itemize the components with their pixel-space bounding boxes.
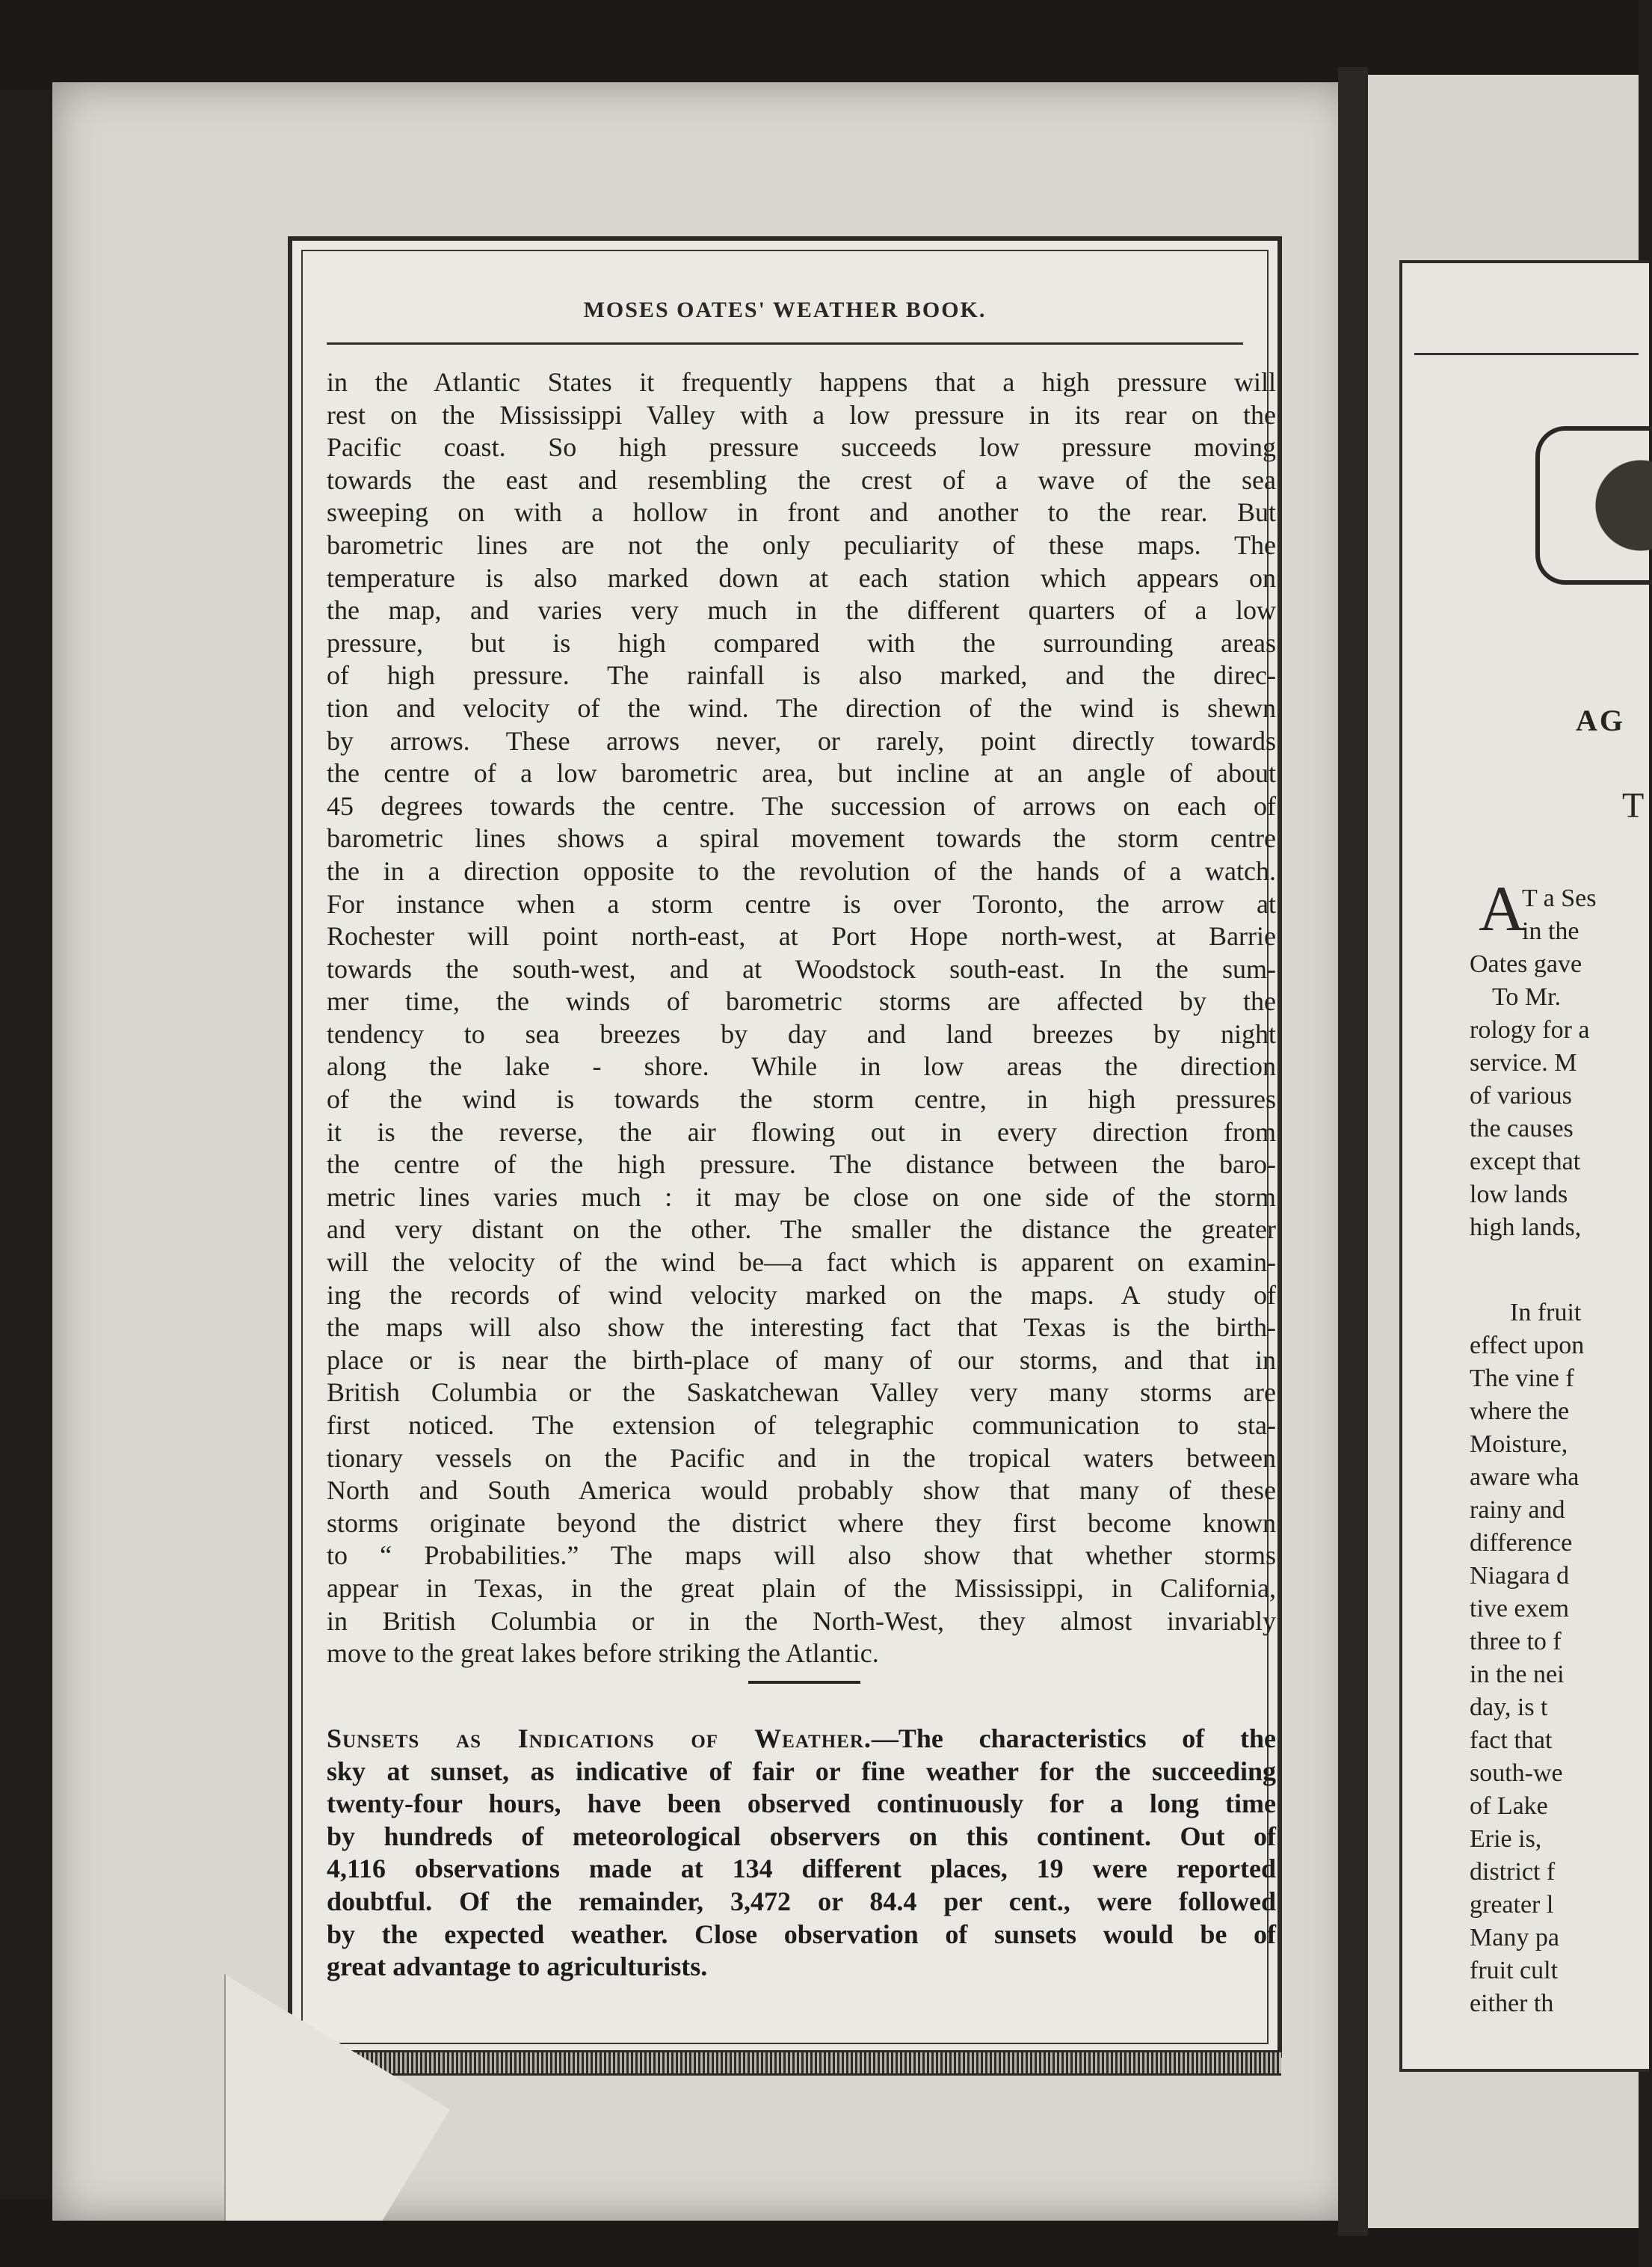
right-page-line: Oates gave	[1470, 950, 1582, 978]
right-page-line: where the	[1470, 1397, 1570, 1425]
body-line: For instance when a storm centre is over Toronto, the arrow at	[327, 888, 1276, 919]
body-line: tendency to sea breezes by day and land breezes by night	[327, 1018, 1276, 1049]
right-page-line: except that	[1470, 1148, 1581, 1175]
body-line: temperature is also marked down at each station which appears on	[327, 562, 1276, 593]
right-page-line: The vine f	[1470, 1365, 1574, 1392]
right-page-line: fruit cult	[1470, 1957, 1559, 1984]
body-line: the centre of a low barometric area, but incline at an angle of about	[327, 758, 1276, 789]
body-line: Pacific coast. So high pressure succeeds low pressure moving	[327, 432, 1276, 463]
right-page-title-letter: T	[1622, 786, 1645, 825]
book-gutter	[1338, 67, 1368, 2236]
body-line: the in a direction opposite to the revolution of the hands of a watch.	[327, 855, 1276, 886]
sunsets-first-line	[327, 1723, 1276, 1756]
sunsets-line: doubtful. Of the remainder, 3,472 or 84.4 per cent., were followed	[327, 1886, 1276, 1916]
sunsets-first-line-text: —The characteristics of the	[871, 1723, 1276, 1753]
body-line: the centre of the high pressure. The distance between the baro-	[327, 1149, 1276, 1180]
right-page-line: the causes	[1470, 1115, 1574, 1142]
body-line: Rochester will point north-east, at Port Hope north-west, at Barrie	[327, 921, 1276, 952]
right-page-line: Moisture,	[1470, 1430, 1568, 1458]
right-page-line: in the nei	[1470, 1661, 1565, 1688]
sunsets-paragraph	[327, 1723, 1276, 1984]
body-line: mer time, the winds of barometric storms are affected by the	[327, 986, 1276, 1017]
body-text	[327, 366, 1276, 1670]
body-line: in the Atlantic States it frequently happens that a high pressure will	[327, 367, 1276, 397]
body-line: of high pressure. The rainfall is also marked, and the direc-	[327, 660, 1276, 691]
right-page-line: rainy and	[1470, 1496, 1565, 1524]
body-line: barometric lines are not the only peculiarity of these maps. The	[327, 529, 1276, 560]
body-line: appear in Texas, in the great plain of the Mississippi, in California,	[327, 1572, 1276, 1603]
body-line: towards the east and resembling the crest of a wave of the sea	[327, 464, 1276, 495]
body-line: metric lines varies much : it may be close on one side of the storm	[327, 1181, 1276, 1212]
body-line: pressure, but is high compared with the surrounding areas	[327, 627, 1276, 658]
right-page-line: day, is t	[1470, 1694, 1548, 1721]
right-page-line: in the	[1522, 917, 1579, 945]
body-line: North and South America would probably show that many of these	[327, 1475, 1276, 1506]
right-page-line: fact that	[1470, 1726, 1553, 1754]
right-page-line: Erie is,	[1470, 1825, 1542, 1853]
right-page-line: aware wha	[1470, 1463, 1579, 1491]
right-page-line: To Mr.	[1492, 983, 1562, 1011]
sunsets-line: 4,116 observations made at 134 different places, 19 were reported	[327, 1854, 1276, 1884]
right-page-line: Many pa	[1470, 1924, 1559, 1951]
body-line: 45 degrees towards the centre. The succession of arrows on each of	[327, 790, 1276, 821]
body-line: place or is near the birth-place of many of our storms, and that in	[327, 1344, 1276, 1375]
text-panel	[288, 236, 1282, 2058]
body-line: the map, and varies very much in the different quarters of a low	[327, 595, 1276, 626]
body-line: the maps will also show the interesting fact that Texas is the birth-	[327, 1312, 1276, 1343]
right-page-line: three to f	[1470, 1628, 1562, 1655]
right-page-line: high lands,	[1470, 1214, 1582, 1241]
right-page-line: of Lake	[1470, 1792, 1548, 1820]
body-line: move to the great lakes before striking the Atlantic.	[327, 1638, 879, 1669]
sunsets-line: twenty-four hours, have been observed continuously for a long time	[327, 1788, 1276, 1819]
sunsets-heading: Sunsets as Indications of Weather.	[327, 1723, 872, 1753]
body-line: along the lake - shore. While in low areas the direction	[327, 1051, 1276, 1082]
right-page-line: difference	[1470, 1529, 1573, 1557]
right-page-line: service. M	[1470, 1049, 1577, 1077]
body-line: and very distant on the other. The smaller the distance the greater	[327, 1214, 1276, 1245]
body-line: it is the reverse, the air flowing out in every direction from	[327, 1116, 1276, 1147]
body-line: by arrows. These arrows never, or rarely, point directly towards	[327, 725, 1276, 756]
right-page-line: T a Ses	[1522, 885, 1597, 912]
running-head: MOSES OATES' WEATHER BOOK.	[583, 298, 987, 322]
right-page-line: rology for a	[1470, 1016, 1590, 1044]
body-line: will the velocity of the wind be—a fact which is apparent on examin-	[327, 1247, 1276, 1278]
sunsets-line: great advantage to agriculturists.	[327, 1951, 708, 1982]
right-page-line: south-we	[1470, 1759, 1563, 1787]
body-line: tionary vessels on the Pacific and in the tropical waters between	[327, 1442, 1276, 1473]
right-page-line: either th	[1470, 1990, 1554, 2017]
sunsets-line: sky at sunset, as indicative of fair or fine weather for the succeeding	[327, 1756, 1276, 1786]
body-line: tion and velocity of the wind. The direction of the wind is shewn	[327, 692, 1276, 723]
right-page-line: In fruit	[1510, 1299, 1582, 1326]
right-page-line: low lands	[1470, 1181, 1568, 1208]
section-divider	[748, 1681, 860, 1684]
body-line: towards the south-west, and at Woodstock south-east. In the sum-	[327, 953, 1276, 984]
body-line: ing the records of wind velocity marked on the maps. A study of	[327, 1279, 1276, 1310]
body-line: sweeping on with a hollow in front and another to the rear. But	[327, 497, 1276, 528]
right-page-line: greater l	[1470, 1891, 1554, 1919]
head-rule	[327, 342, 1243, 345]
right-page-line: district f	[1470, 1858, 1556, 1886]
decorative-bottom-border	[312, 2050, 1281, 2076]
sunsets-line: by hundreds of meteorological observers on this continent. Out of	[327, 1821, 1276, 1851]
right-page-heading: AG	[1576, 704, 1625, 737]
sunsets-lines	[327, 1756, 1276, 1984]
right-page-line: effect upon	[1470, 1332, 1585, 1359]
right-page-line: Niagara d	[1470, 1562, 1570, 1590]
right-page-line: of various	[1470, 1082, 1572, 1110]
body-line: British Columbia or the Saskatchewan Valley very many storms are	[327, 1377, 1276, 1408]
right-page-rule	[1414, 353, 1639, 355]
body-line: to “ Probabilities.” The maps will also show that whether storms	[327, 1540, 1276, 1571]
body-line: of the wind is towards the storm centre, in high pressures	[327, 1084, 1276, 1115]
body-line: storms originate beyond the district where they first become known	[327, 1507, 1276, 1538]
body-line: first noticed. The extension of telegraphic communication to sta-	[327, 1410, 1276, 1440]
body-line: in British Columbia or in the North-West, they almost invariably	[327, 1605, 1276, 1636]
sunsets-line: by the expected weather. Close observation of sunsets would be of	[327, 1919, 1276, 1949]
body-line: barometric lines shows a spiral movement towards the storm centre	[327, 823, 1276, 854]
right-page-dropcap: A	[1479, 873, 1526, 944]
body-line: rest on the Mississippi Valley with a low pressure in its rear on the	[327, 399, 1276, 430]
ornament-icon	[1535, 426, 1652, 585]
right-page-line: tive exem	[1470, 1595, 1570, 1622]
